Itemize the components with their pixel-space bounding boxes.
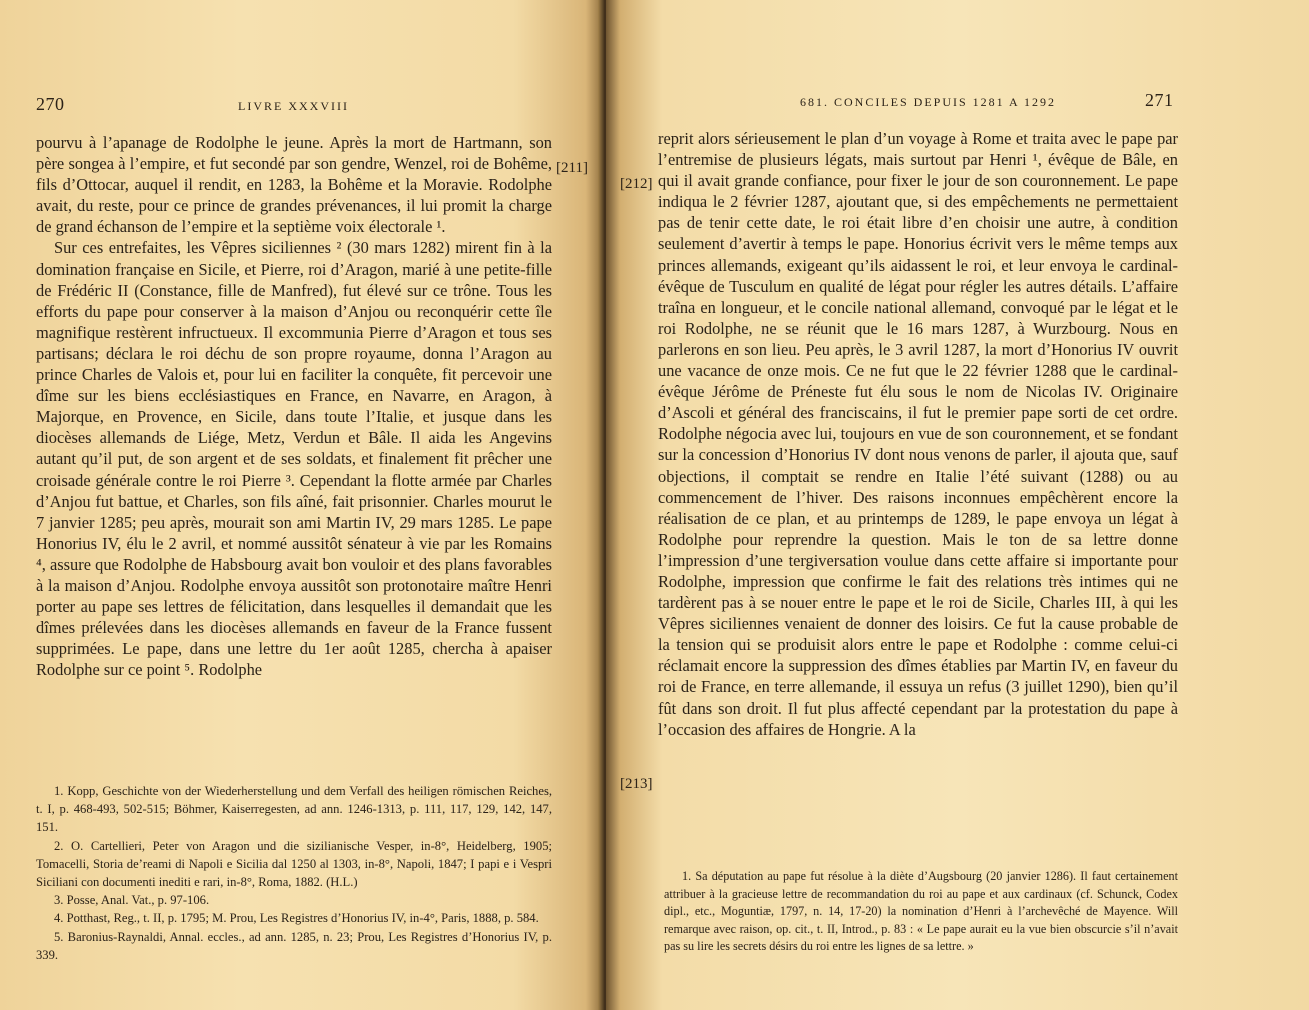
- left-footnote-3: 3. Posse, Anal. Vat., p. 97-106.: [54, 893, 210, 908]
- left-paragraph-1: pourvu à l’apanage de Rodolphe le jeune. Après la mort de Hartmann, son père songea à l’empire, et fut secondé par son gendre, Wenzel, roi de Bohême, fils d’Ottocar, auquel il rendit, en 1283, la Bohême et la Moravie. Rodolphe avait, du reste, pour ce prince de grandes prévenances, il lui promit la charge de grand échanson de l’empire et la septième voix électorale ¹.: [36, 133, 552, 237]
- left-page: [0, 0, 604, 1010]
- right-footnote-1: 1. Sa députation au pape fut résolue à la diète d’Augsbourg (20 janvier 1286). Il faut certainement attribuer à la gracieuse lettre de recommandation du roi au pape et aux cardinaux (cf. Schunck, Codex dipl., etc., Moguntiæ, 1797, n. 14, 17-20) la nomination d’Henri à l’archevêché de Mayence. Will remarque avec raison, op. cit., t. II, Introd., p. 83 : « Le pape aurait eu la vue bien obscurcie s’il n’avait pas su lire les secrets désirs du roi entre les lignes de sa lettre. »: [664, 869, 1178, 954]
- left-page-number: 270: [36, 94, 65, 114]
- left-footnote-2: 2. O. Cartellieri, Peter von Aragon und die sizilianische Vesper, in-8°, Heidelberg, 1905; Tomacelli, Storia de’reami di Napoli e Sicilia dal 1250 al 1303, in-8°, Napoli, 1847; I papi e i Vespri Siciliani con documenti inediti e rari, in-8°, Roma, 1882. (H.L.): [36, 838, 552, 890]
- left-footnote-5: 5. Baronius-Raynaldi, Annal. eccles., ad ann. 1285, n. 23; Prou, Les Registres d’Honorius IV, p. 339.: [36, 929, 552, 962]
- left-footnote-4: 4. Potthast, Reg., t. II, p. 1795; M. Prou, Les Registres d’Honorius IV, in-4°, Paris, 1888, p. 584.: [54, 911, 539, 926]
- right-paragraph-1: reprit alors sérieusement le plan d’un voyage à Rome et traita avec le pape par l’entremise de plusieurs légats, mais surtout par Henri ¹, évêque de Bâle, en qui il avait grande confiance, pour fixer le jour de son couronnement. Le pape indiqua le 2 février 1287, ajoutant que, si des empêchements ne permettaient pas de tenir cette date, le roi était libre d’en choisir une autre, à condition seulement d’avertir à temps le pape. Honorius écrivit vers le même temps aux princes allemands, exigeant qu’ils aidassent le roi, et leur envoya le cardinal-évêque de Tusculum en qualité de légat pour régler les autres détails. L’affaire traîna en longueur, et le concile national allemand, convoqué par le légat et le roi Rodolphe, ne se réunit que le 16 mars 1287, à Wurzbourg. Nous en parlerons en son lieu. Peu après, le 3 avril 1287, la mort d’Honorius IV ouvrit une vacance de onze mois. Ce ne fut que le 22 février 1288 que le cardinal-évêque Jérôme de Préneste fut élu sous le nom de Nicolas IV. Originaire d’Ascoli et général des franciscains, il fut le premier pape sorti de cet ordre. Rodolphe négocia avec lui, toujours en vue de son couronnement, et se fondant sur la concession d’Honorius IV dont nous venons de parler, il ajouta que, sauf objections, il comptait se rendre en Italie l’été suivant (1288) ou au commencement de l’hiver. Des raisons inconnues empêchèrent encore la réalisation de ce plan, et au printemps de 1289, le pape envoya un légat à Rodolphe pour reprendre la question. Mais le ton de sa lettre donne l’impression d’une tergiversation voulue dans cette affaire si importante pour Rodolphe, impression que confirme le fait des relations très intimes qui ne tardèrent pas à se nouer entre le pape et le roi de Sicile, Charles III, à qui les Vêpres siciliennes venaient de donner des loisirs. Ce fut la cause probable de la tension qui se produisit alors entre le pape et Rodolphe : comme celui-ci réclamait encore la suppression des dîmes établies par Martin IV, en faveur du roi de France, en terre allemande, il essuya un refus (3 juillet 1290), bien qu’il fût dans son droit. Il fut plus affecté cependant par la protestation du pape à l’occasion des affaires de Hongrie. A la: [658, 129, 1178, 739]
- right-footnotes: [664, 868, 1178, 956]
- right-margin-ref-212: [212]: [620, 176, 653, 192]
- right-page-number: 271: [1145, 90, 1174, 110]
- right-running-head: 681. CONCILES DEPUIS 1281 A 1292: [800, 95, 1057, 109]
- left-footnote-1: 1. Kopp, Geschichte von der Wiederherstellung und dem Verfall des heiligen römischen Reiches, t. I, p. 468-493, 502-515; Böhmer, Kaiserregesten, ad ann. 1246-1313, p. 111, 117, 129, 142, 147, 151.: [36, 784, 552, 835]
- left-paragraph-2: Sur ces entrefaites, les Vêpres siciliennes ² (30 mars 1282) mirent fin à la domination française en Sicile, et Pierre, roi d’Aragon, marié à une petite-fille de Frédéric II (Constance, fille de Manfred), fut élevé sur ce trône. Tous les efforts du pape pour conserver à la maison d’Anjou ou reconquérir cette île magnifique restèrent infructueux. Il excommunia Pierre d’Aragon et tous ses partisans; déclara le roi déchu de son propre royaume, donna l’Aragon au prince Charles de Valois et, pour lui en faciliter la conquête, fit percevoir une dîme sur les biens ecclésiastiques en France, en Navarre, en Aragon, à Majorque, en Provence, en Sicile, dans toute l’Italie, et jusque dans les diocèses allemands de Liége, Metz, Verdun et Bâle. Il aida les Angevins autant qu’il put, de son argent et de ses soldats, et finalement fit prêcher une croisade générale contre le roi Pierre ³. Cependant la flotte armée par Charles d’Anjou fut battue, et Charles, son fils aîné, fait prisonnier. Charles mourut le 7 janvier 1285; peu après, mourait son ami Martin IV, 29 mars 1285. Le pape Honorius IV, élu le 2 avril, et nommé aussitôt sénateur à vie par les Romains ⁴, assure que Rodolphe de Habsbourg avait bon vouloir et des plans favorables à la maison d’Anjou. Rodolphe envoya aussitôt son protonotaire maître Henri porter au pape ses lettres de félicitation, dans lesquelles il demandait que les dîmes prélevées dans les diocèses allemands en faveur de la France fussent supprimées. Le pape, dans une lettre du 1er août 1285, chercha à apaiser Rodolphe sur ce point ⁵. Rodolphe: [36, 238, 552, 680]
- right-body-text: [658, 128, 1178, 740]
- left-running-head: LIVRE XXXVIII: [238, 99, 349, 113]
- left-footnotes: [36, 782, 552, 964]
- left-margin-ref: [211]: [556, 160, 588, 176]
- left-body-text: [36, 132, 552, 680]
- right-page: [606, 0, 1309, 1010]
- right-margin-ref-213: [213]: [620, 776, 653, 792]
